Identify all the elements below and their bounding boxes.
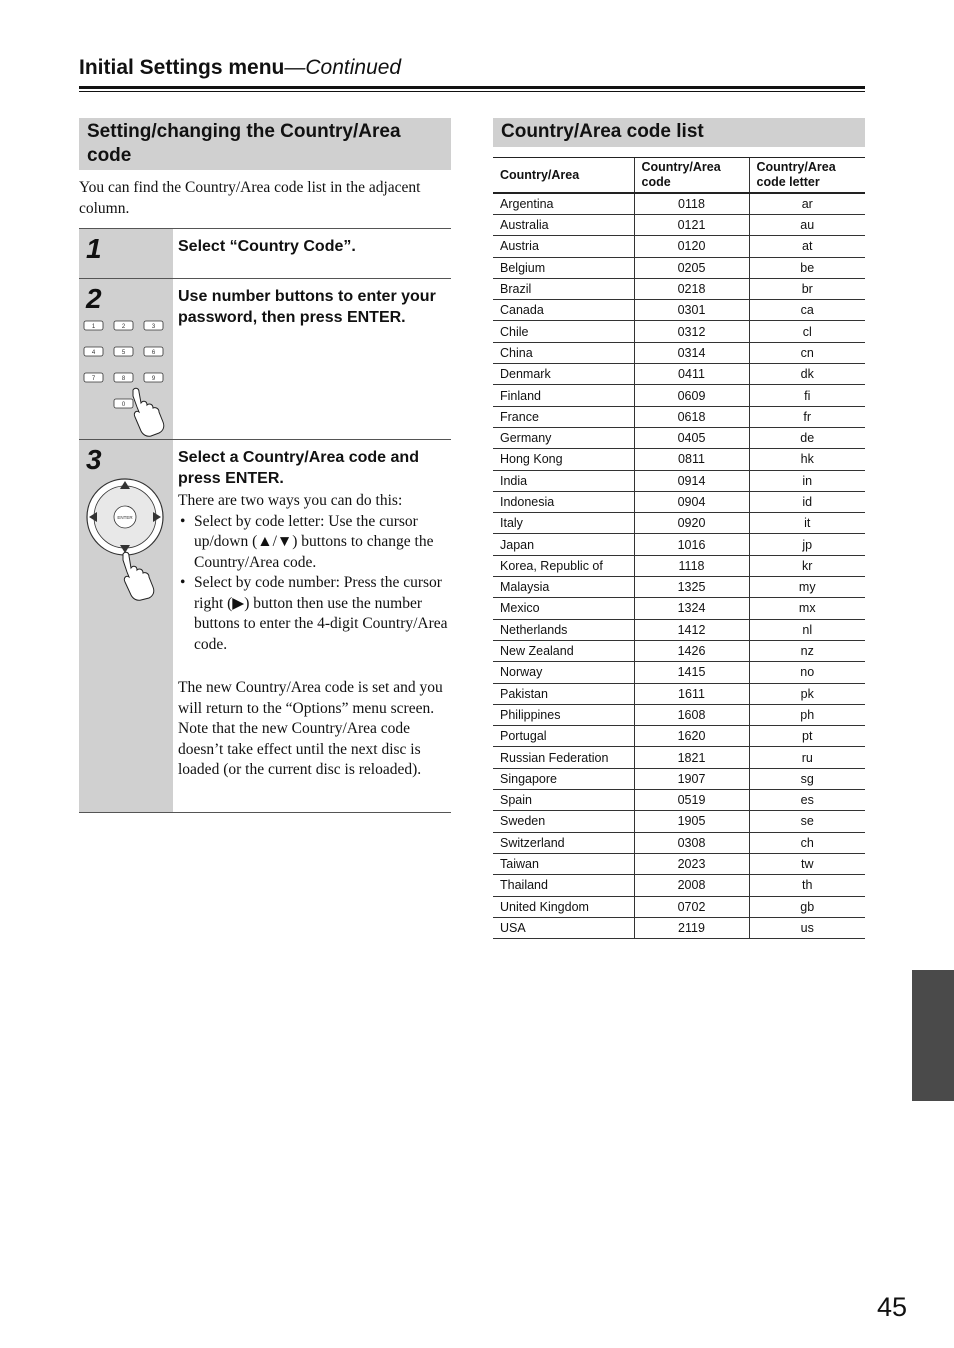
table-row bbox=[493, 683, 865, 704]
pointing-hand-icon bbox=[133, 388, 164, 436]
cell-letter: ph bbox=[749, 704, 865, 725]
cell-code: 0314 bbox=[634, 342, 749, 363]
table-row bbox=[493, 470, 865, 491]
cell-country: Australia bbox=[493, 215, 634, 236]
cell-country: Spain bbox=[493, 790, 634, 811]
keypad-key-4 bbox=[84, 347, 103, 356]
steps-list bbox=[79, 228, 451, 813]
step-3-bullet-2: • Select by code number: Press the cursor right (▶) button then use the number buttons to enter the 4-digit Country/Area code. bbox=[178, 573, 451, 655]
cell-code: 0118 bbox=[634, 193, 749, 215]
table-header-row bbox=[493, 158, 865, 194]
svg-text:8: 8 bbox=[121, 376, 126, 382]
header-rule-thin bbox=[79, 91, 865, 92]
table-row bbox=[493, 215, 865, 236]
cell-letter: nz bbox=[749, 640, 865, 661]
step-1-number: 1 bbox=[86, 233, 102, 264]
table-row bbox=[493, 619, 865, 640]
cell-country: France bbox=[493, 406, 634, 427]
table-row bbox=[493, 747, 865, 768]
cell-code: 1611 bbox=[634, 683, 749, 704]
cell-code: 0120 bbox=[634, 236, 749, 257]
cell-letter: sg bbox=[749, 768, 865, 789]
header-rule-thick bbox=[79, 86, 865, 89]
intro-paragraph: You can find the Country/Area code list in the adjacent column. bbox=[79, 179, 421, 217]
cell-code: 0519 bbox=[634, 790, 749, 811]
keypad-key-0 bbox=[114, 399, 133, 408]
cell-letter: pt bbox=[749, 726, 865, 747]
country-code-table bbox=[493, 157, 865, 939]
svg-text:0: 0 bbox=[121, 402, 126, 408]
pointing-hand-icon bbox=[123, 552, 154, 600]
cell-code: 0411 bbox=[634, 364, 749, 385]
keypad-illustration bbox=[79, 279, 173, 439]
svg-text:5: 5 bbox=[121, 350, 126, 356]
cell-country: New Zealand bbox=[493, 640, 634, 661]
cell-letter: gb bbox=[749, 896, 865, 917]
step-1-sidebar bbox=[79, 229, 173, 278]
table-row bbox=[493, 704, 865, 725]
cell-country: Taiwan bbox=[493, 853, 634, 874]
cell-code: 1415 bbox=[634, 662, 749, 683]
cell-letter: ru bbox=[749, 747, 865, 768]
svg-text:3: 3 bbox=[151, 324, 156, 330]
table-row bbox=[493, 853, 865, 874]
cell-letter: au bbox=[749, 215, 865, 236]
cell-letter: nl bbox=[749, 619, 865, 640]
table-row bbox=[493, 832, 865, 853]
cell-country: Finland bbox=[493, 385, 634, 406]
cell-country: Hong Kong bbox=[493, 449, 634, 470]
cell-code: 0618 bbox=[634, 406, 749, 427]
cell-letter: hk bbox=[749, 449, 865, 470]
cell-letter: tw bbox=[749, 853, 865, 874]
page-header-title bbox=[79, 56, 401, 80]
cell-country: Norway bbox=[493, 662, 634, 683]
step-3-title: Select a Country/Area code and press ENTER. bbox=[178, 449, 419, 487]
cell-letter: ca bbox=[749, 300, 865, 321]
cell-code: 0205 bbox=[634, 257, 749, 278]
right-section-heading: Country/Area code list bbox=[493, 118, 865, 147]
table-row bbox=[493, 768, 865, 789]
cell-letter: dk bbox=[749, 364, 865, 385]
cell-country: Thailand bbox=[493, 875, 634, 896]
cell-code: 1905 bbox=[634, 811, 749, 832]
table-row bbox=[493, 598, 865, 619]
cell-country: Singapore bbox=[493, 768, 634, 789]
cell-country: Russian Federation bbox=[493, 747, 634, 768]
cell-code: 0609 bbox=[634, 385, 749, 406]
table-row bbox=[493, 364, 865, 385]
step-3-sidebar bbox=[79, 440, 173, 812]
table-row bbox=[493, 449, 865, 470]
keypad-key-2 bbox=[114, 321, 133, 330]
cell-code: 1325 bbox=[634, 577, 749, 598]
left-section-heading: Setting/changing the Country/Area code bbox=[79, 118, 451, 170]
step-2-sidebar bbox=[79, 279, 173, 439]
col-header-letter: Country/Area code letter bbox=[749, 158, 865, 194]
cell-letter: se bbox=[749, 811, 865, 832]
step-3-bullet-1: • Select by code letter: Use the cursor up/down (▲/▼) buttons to change the Country/Area code. bbox=[178, 512, 451, 574]
cell-letter: at bbox=[749, 236, 865, 257]
cell-country: Mexico bbox=[493, 598, 634, 619]
table-row bbox=[493, 300, 865, 321]
cell-country: Portugal bbox=[493, 726, 634, 747]
cell-country: Netherlands bbox=[493, 619, 634, 640]
col-header-country: Country/Area bbox=[493, 158, 634, 194]
svg-text:6: 6 bbox=[151, 350, 156, 356]
cell-code: 0920 bbox=[634, 513, 749, 534]
step-2 bbox=[79, 278, 451, 439]
cell-letter: no bbox=[749, 662, 865, 683]
cell-code: 1324 bbox=[634, 598, 749, 619]
cell-code: 1821 bbox=[634, 747, 749, 768]
cell-letter: jp bbox=[749, 534, 865, 555]
step-1-title: Select “Country Code”. bbox=[178, 238, 356, 255]
cell-code: 1118 bbox=[634, 555, 749, 576]
cell-letter: mx bbox=[749, 598, 865, 619]
step-3-number: 3 bbox=[86, 444, 102, 475]
keypad-key-5 bbox=[114, 347, 133, 356]
cell-letter: ch bbox=[749, 832, 865, 853]
cell-country: Pakistan bbox=[493, 683, 634, 704]
table-row bbox=[493, 278, 865, 299]
step-3 bbox=[79, 439, 451, 812]
keypad-key-1 bbox=[84, 321, 103, 330]
cell-letter: it bbox=[749, 513, 865, 534]
cell-letter: my bbox=[749, 577, 865, 598]
svg-text:9: 9 bbox=[151, 376, 156, 382]
cell-country: Germany bbox=[493, 427, 634, 448]
cell-letter: pk bbox=[749, 683, 865, 704]
cell-code: 0405 bbox=[634, 427, 749, 448]
table-row bbox=[493, 640, 865, 661]
cell-code: 1016 bbox=[634, 534, 749, 555]
cell-letter: be bbox=[749, 257, 865, 278]
cell-letter: cl bbox=[749, 321, 865, 342]
cell-code: 0914 bbox=[634, 470, 749, 491]
side-tab-marker bbox=[912, 970, 954, 1101]
cell-code: 2008 bbox=[634, 875, 749, 896]
table-row bbox=[493, 811, 865, 832]
step-2-title: Use number buttons to enter your password, then press ENTER. bbox=[178, 288, 436, 326]
table-row bbox=[493, 875, 865, 896]
keypad-key-6 bbox=[144, 347, 163, 356]
table-row bbox=[493, 917, 865, 938]
cell-country: Austria bbox=[493, 236, 634, 257]
cell-country: Belgium bbox=[493, 257, 634, 278]
table-row bbox=[493, 790, 865, 811]
cell-country: Canada bbox=[493, 300, 634, 321]
cell-letter: ar bbox=[749, 193, 865, 215]
cell-letter: cn bbox=[749, 342, 865, 363]
table-row bbox=[493, 193, 865, 215]
table-row bbox=[493, 662, 865, 683]
step-3-text: There are two ways you can do this: bbox=[178, 492, 403, 509]
cell-code: 2023 bbox=[634, 853, 749, 874]
cell-country: United Kingdom bbox=[493, 896, 634, 917]
cell-letter: br bbox=[749, 278, 865, 299]
cell-code: 0121 bbox=[634, 215, 749, 236]
page-number: 45 bbox=[877, 1292, 908, 1322]
cell-letter: id bbox=[749, 491, 865, 512]
table-row bbox=[493, 321, 865, 342]
step-3-closing: The new Country/Area code is set and you will return to the “Options” menu screen. Note that the new Country/Area code doesn’t take effect until the next disc is loaded (or the current disc is reloaded). bbox=[178, 679, 443, 778]
step-3-bullets bbox=[178, 512, 451, 656]
cell-code: 1907 bbox=[634, 768, 749, 789]
cell-code: 2119 bbox=[634, 917, 749, 938]
keypad-key-3 bbox=[144, 321, 163, 330]
cell-country: India bbox=[493, 470, 634, 491]
header-title-text: Initial Settings menu bbox=[79, 56, 285, 79]
cell-country: Malaysia bbox=[493, 577, 634, 598]
table-row bbox=[493, 257, 865, 278]
cell-country: Indonesia bbox=[493, 491, 634, 512]
cell-code: 1412 bbox=[634, 619, 749, 640]
svg-text:7: 7 bbox=[91, 376, 96, 382]
table-row bbox=[493, 236, 865, 257]
keypad-key-7 bbox=[84, 373, 103, 382]
cell-code: 0312 bbox=[634, 321, 749, 342]
cell-letter: es bbox=[749, 790, 865, 811]
cell-country: Denmark bbox=[493, 364, 634, 385]
col-header-code: Country/Area code bbox=[634, 158, 749, 194]
cell-letter: kr bbox=[749, 555, 865, 576]
cell-code: 0811 bbox=[634, 449, 749, 470]
table-row bbox=[493, 896, 865, 917]
table-row bbox=[493, 534, 865, 555]
table-row bbox=[493, 427, 865, 448]
table-row bbox=[493, 577, 865, 598]
cell-letter: in bbox=[749, 470, 865, 491]
cell-code: 1426 bbox=[634, 640, 749, 661]
table-row bbox=[493, 513, 865, 534]
cell-letter: fr bbox=[749, 406, 865, 427]
svg-text:1: 1 bbox=[91, 324, 96, 330]
cell-letter: th bbox=[749, 875, 865, 896]
cell-country: USA bbox=[493, 917, 634, 938]
cell-country: Brazil bbox=[493, 278, 634, 299]
keypad-key-9 bbox=[144, 373, 163, 382]
cell-code: 0702 bbox=[634, 896, 749, 917]
step-1 bbox=[79, 228, 451, 278]
enter-label: ENTER bbox=[117, 515, 133, 520]
cell-code: 0308 bbox=[634, 832, 749, 853]
cell-code: 1620 bbox=[634, 726, 749, 747]
cell-country: Chile bbox=[493, 321, 634, 342]
cell-letter: fi bbox=[749, 385, 865, 406]
cell-letter: de bbox=[749, 427, 865, 448]
table-row bbox=[493, 491, 865, 512]
table-row bbox=[493, 726, 865, 747]
cell-country: Philippines bbox=[493, 704, 634, 725]
step-2-number: 2 bbox=[86, 283, 102, 314]
svg-text:2: 2 bbox=[121, 324, 126, 330]
cell-country: Argentina bbox=[493, 193, 634, 215]
keypad-key-8 bbox=[114, 373, 133, 382]
header-continued: —Continued bbox=[284, 56, 402, 79]
remote-cursor-illustration bbox=[79, 440, 173, 620]
cell-country: China bbox=[493, 342, 634, 363]
cell-country: Switzerland bbox=[493, 832, 634, 853]
cell-country: Italy bbox=[493, 513, 634, 534]
cell-country: Japan bbox=[493, 534, 634, 555]
cell-code: 1608 bbox=[634, 704, 749, 725]
table-row bbox=[493, 406, 865, 427]
cell-code: 0218 bbox=[634, 278, 749, 299]
table-body bbox=[493, 193, 865, 939]
cell-code: 0904 bbox=[634, 491, 749, 512]
cell-code: 0301 bbox=[634, 300, 749, 321]
table-row bbox=[493, 555, 865, 576]
svg-text:4: 4 bbox=[91, 350, 96, 356]
cell-letter: us bbox=[749, 917, 865, 938]
table-row bbox=[493, 385, 865, 406]
steps-bottom-rule bbox=[79, 812, 451, 813]
table-row bbox=[493, 342, 865, 363]
cell-country: Korea, Republic of bbox=[493, 555, 634, 576]
cell-country: Sweden bbox=[493, 811, 634, 832]
